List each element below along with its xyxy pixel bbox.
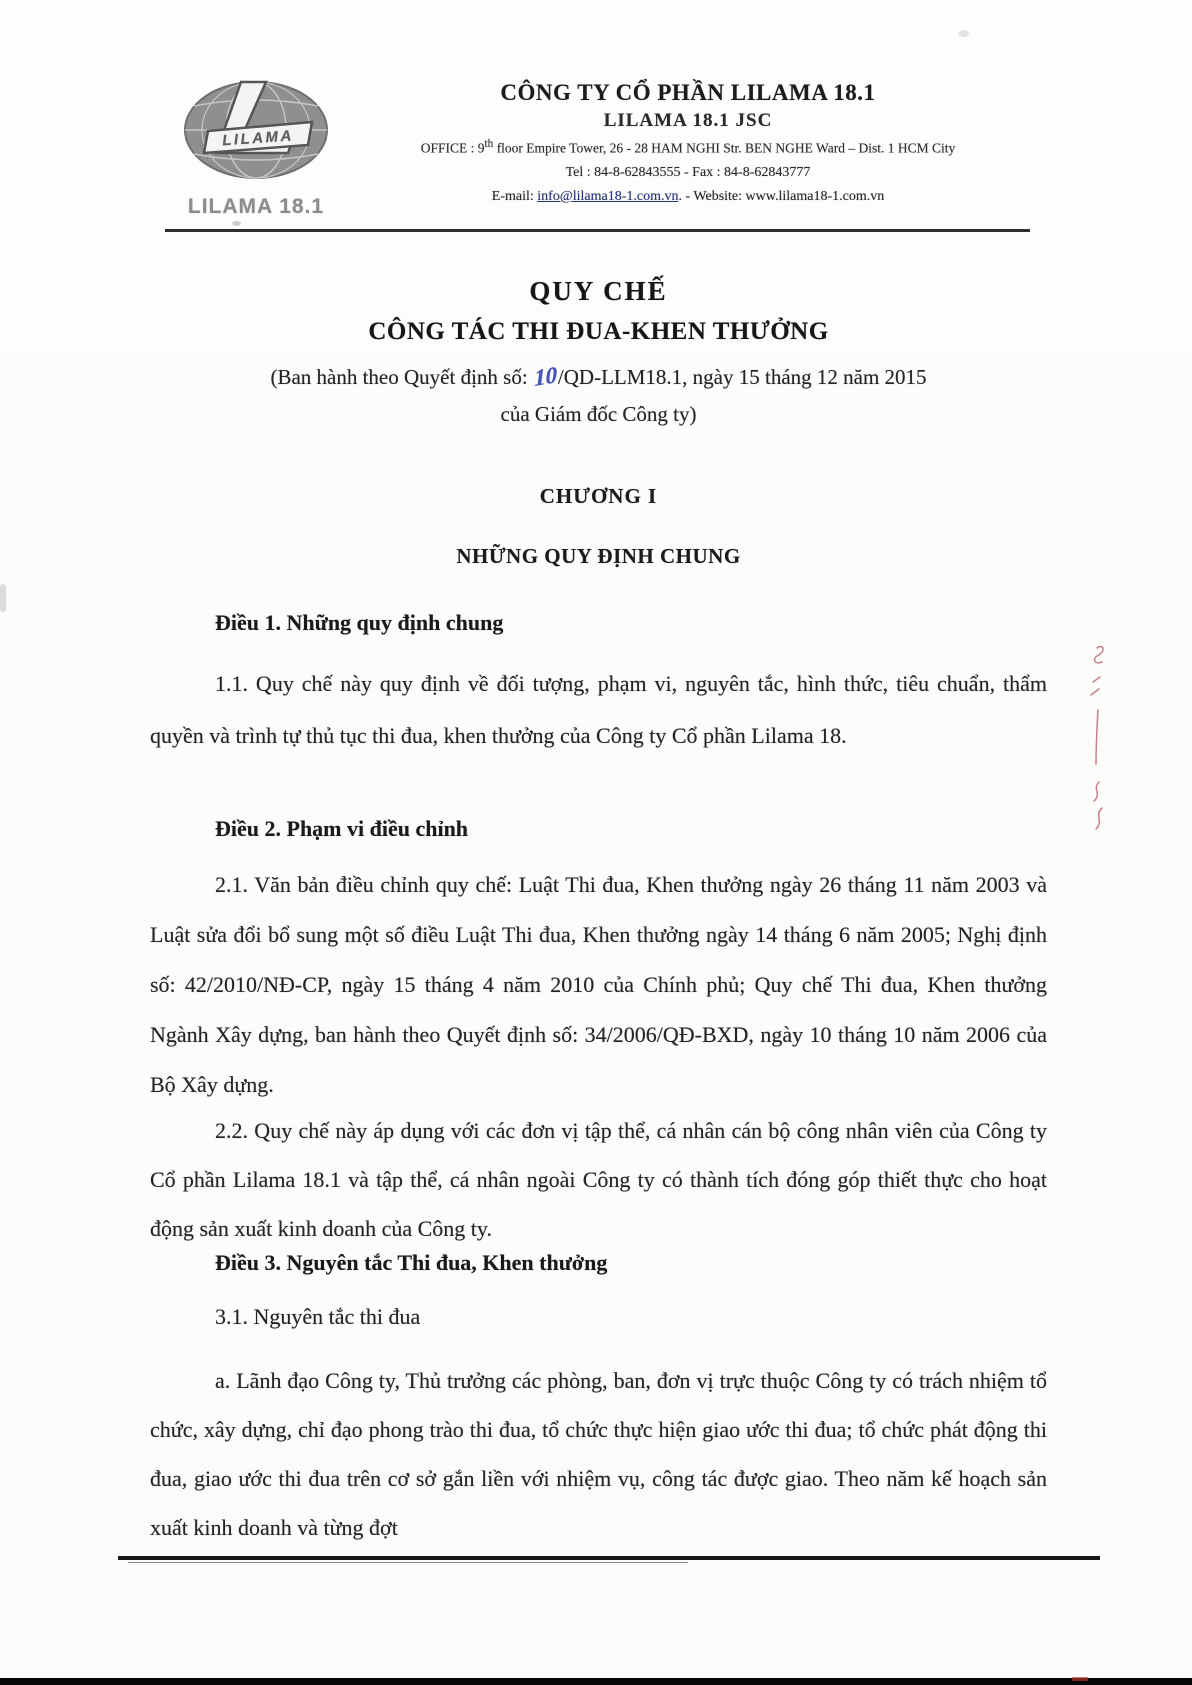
article-2-heading: Điều 2. Phạm vi điều chỉnh (215, 816, 469, 841)
scan-artifact-red (1072, 1677, 1088, 1681)
document-title-line1: QUY CHẾ (529, 276, 668, 306)
scan-artifact (0, 584, 6, 612)
scan-bottom-edge (0, 1678, 1192, 1685)
logo-brand-text: LILAMA (221, 127, 295, 150)
paragraph-1-1: 1.1. Quy chế này quy định về đối tượng, phạm vi, nguyên tắc, hình thức, tiêu chuẩn, thẩm quyền và trình tự thủ tục thi đua, khen thưởng của Công ty Cổ phần Lilama 18. (150, 671, 1047, 748)
logo-caption: LILAMA 18.1 (187, 195, 325, 218)
office-address-line (330, 138, 1046, 157)
letterhead (330, 80, 1046, 205)
email-website-separator: . - (678, 188, 694, 204)
handwritten-decree-number: 10 (533, 361, 558, 392)
website-address: www.lilama18-1.com.vn (745, 188, 885, 204)
article-3-heading: Điều 3. Nguyên tắc Thi đua, Khen thưởng (215, 1250, 608, 1275)
scan-artifact (232, 221, 241, 226)
article-1-heading: Điều 1. Những quy định chung (215, 610, 504, 635)
paragraph-a: a. Lãnh đạo Công ty, Thủ trưởng các phòng, ban, đơn vị trực thuộc Công ty có trách nhiệm tổ chức, xây dựng, chỉ đạo phong trào thi đua, tổ chức thực hiện giao ước thi đua; tổ chức phát động thi đua, giao ước thi đua trên cơ sở gắn liền với nhiệm vụ, công tác được giao. Theo năm kế hoạch sản xuất kinh doanh và từng đợt (150, 1368, 1047, 1540)
company-name-vietnamese: CÔNG TY CỔ PHẦN LILAMA 18.1 (500, 80, 876, 105)
decree-reference-line2: của Giám đốc Công ty) (500, 402, 697, 426)
office-ordinal-superscript: th (484, 138, 494, 150)
letterhead-divider-rule (165, 229, 1030, 232)
office-address-prefix: OFFICE : 9 (420, 140, 485, 156)
website-label: Website: (693, 188, 746, 204)
email-label: E-mail: (491, 188, 538, 204)
document-title-line2: CÔNG TÁC THI ĐUA-KHEN THƯỞNG (368, 318, 829, 345)
chapter-title: NHỮNG QUY ĐỊNH CHUNG (456, 544, 741, 568)
footer-rule (118, 1556, 1100, 1560)
paragraph-3-1: 3.1. Nguyên tắc thi đua (215, 1304, 421, 1329)
company-logo (178, 76, 334, 219)
company-name-english: LILAMA 18.1 JSC (603, 110, 773, 131)
email-address: info@lilama18-1.com.vn (537, 188, 679, 204)
chapter-number: CHƯƠNG I (539, 484, 658, 508)
decree-prefix: (Ban hành theo Quyết định số: (270, 365, 533, 389)
office-address-rest: floor Empire Tower, 26 - 28 HAM NGHI Str. BEN NGHE Ward – Dist. 1 HCM City (493, 140, 956, 156)
lilama-globe-icon (178, 76, 334, 188)
decree-suffix: /QD-LLM18.1, ngày 15 tháng 12 năm 2015 (557, 365, 927, 389)
paragraph-2-1: 2.1. Văn bản điều chỉnh quy chế: Luật Thi đua, Khen thưởng ngày 26 tháng 11 năm 2003 và Luật sửa đổi bổ sung một số điều Luật Thi đua, Khen thưởng ngày 14 tháng 6 năm 2005; Nghị định số: 42/2010/NĐ-CP, ngày 15 tháng 4 năm 2010 của Chính phủ; Quy chế Thi đua, Khen thưởng Ngành Xây dựng, ban hành theo Quyết định số: 34/2006/QĐ-BXD, ngày 10 tháng 10 năm 2006 của Bộ Xây dựng. (150, 872, 1047, 1097)
paragraph-2-2: 2.2. Quy chế này áp dụng với các đơn vị tập thể, cá nhân cán bộ công nhân viên của Công ty Cổ phần Lilama 18.1 và tập thể, cá nhân ngoài Công ty có thành tích đóng góp thiết thực cho hoạt động sản xuất kinh doanh của Công ty. (150, 1118, 1047, 1241)
scan-artifact (958, 30, 969, 37)
margin-handwriting-annotation (1083, 642, 1113, 842)
email-website-line (330, 189, 1046, 205)
decree-reference-line (150, 361, 1047, 392)
tel-fax-line: Tel : 84-8-62843555 - Fax : 84-8-62843777 (565, 164, 811, 180)
